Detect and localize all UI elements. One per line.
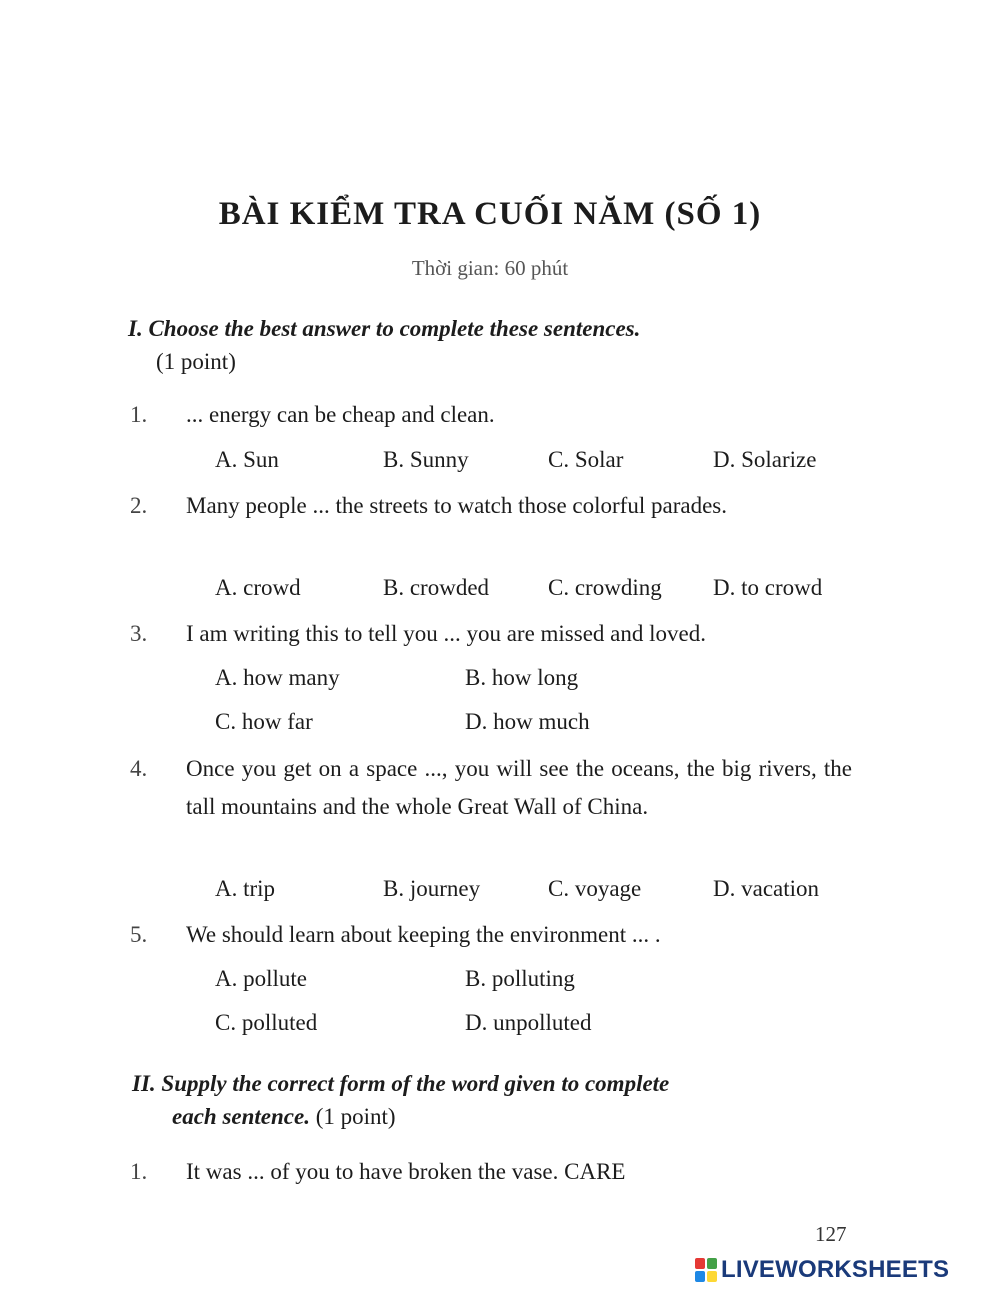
logo-square-blue bbox=[695, 1271, 705, 1282]
question-number: 2. bbox=[130, 493, 148, 518]
watermark-text: LIVEWORKSHEETS bbox=[721, 1256, 950, 1283]
answer-option-c[interactable]: C. how far bbox=[215, 709, 313, 734]
logo-square-green bbox=[707, 1258, 717, 1269]
answer-option-d[interactable]: D. how much bbox=[465, 709, 590, 734]
answer-option-b[interactable]: B. Sunny bbox=[383, 447, 469, 472]
section-1-heading bbox=[128, 316, 640, 342]
page-title: BÀI KIỂM TRA CUỐI NĂM (SỐ 1) bbox=[218, 196, 762, 232]
question-text: We should learn about keeping the environment ... . bbox=[186, 922, 661, 947]
question-number: 3. bbox=[130, 621, 148, 646]
time-limit: Thời gian: 60 phút bbox=[411, 256, 569, 280]
answer-option-a[interactable]: A. trip bbox=[215, 876, 276, 901]
answer-option-b[interactable]: B. how long bbox=[465, 665, 579, 690]
question-text: Many people ... the streets to watch those colorful parades. bbox=[186, 493, 727, 518]
answer-option-c[interactable]: C. polluted bbox=[215, 1010, 318, 1035]
section-1-points-line bbox=[156, 349, 236, 375]
section-2-points: (1 point) bbox=[315, 1104, 396, 1129]
page-number: 127 bbox=[815, 1222, 847, 1246]
question-number: 4. bbox=[130, 756, 148, 781]
section-1-points: (1 point) bbox=[156, 349, 236, 374]
section-2-heading-line2 bbox=[172, 1104, 396, 1130]
question-text: It was ... of you to have broken the vase. CARE bbox=[186, 1159, 626, 1184]
answer-option-d[interactable]: D. to crowd bbox=[713, 575, 823, 600]
answer-option-b[interactable]: B. crowded bbox=[383, 575, 490, 600]
question-text: ... energy can be cheap and clean. bbox=[186, 402, 495, 427]
logo-square-red bbox=[695, 1258, 705, 1269]
question-number: 5. bbox=[130, 922, 148, 947]
logo-square-yellow bbox=[707, 1271, 717, 1282]
answer-option-c[interactable]: C. crowding bbox=[548, 575, 662, 600]
answer-option-c[interactable]: C. Solar bbox=[548, 447, 624, 472]
liveworksheets-logo-icon bbox=[695, 1258, 717, 1282]
answer-option-a[interactable]: A. crowd bbox=[215, 575, 301, 600]
answer-option-b[interactable]: B. polluting bbox=[465, 966, 575, 991]
answer-option-d[interactable]: D. vacation bbox=[713, 876, 820, 901]
answer-option-d[interactable]: D. Solarize bbox=[713, 447, 817, 472]
answer-option-d[interactable]: D. unpolluted bbox=[465, 1010, 592, 1035]
answer-option-a[interactable]: A. pollute bbox=[215, 966, 307, 991]
liveworksheets-watermark[interactable] bbox=[695, 1255, 949, 1285]
answer-option-a[interactable]: A. Sun bbox=[215, 447, 279, 472]
question-text: Once you get on a space ..., you will see the oceans, the big rivers, the tall mountains and the whole Great Wall of China. bbox=[186, 756, 852, 819]
question-text: I am writing this to tell you ... you are missed and loved. bbox=[186, 621, 706, 646]
answer-option-b[interactable]: B. journey bbox=[383, 876, 481, 901]
section-1-heading-text: I. Choose the best answer to complete these sentences. bbox=[128, 316, 641, 341]
answer-option-c[interactable]: C. voyage bbox=[548, 876, 642, 901]
section-2-heading-text: each sentence. bbox=[172, 1104, 310, 1129]
question-number: 1. bbox=[130, 1159, 148, 1184]
answer-option-a[interactable]: A. how many bbox=[215, 665, 340, 690]
question-number: 1. bbox=[130, 402, 148, 427]
section-2-heading: II. Supply the correct form of the word given to complete bbox=[132, 1071, 670, 1096]
